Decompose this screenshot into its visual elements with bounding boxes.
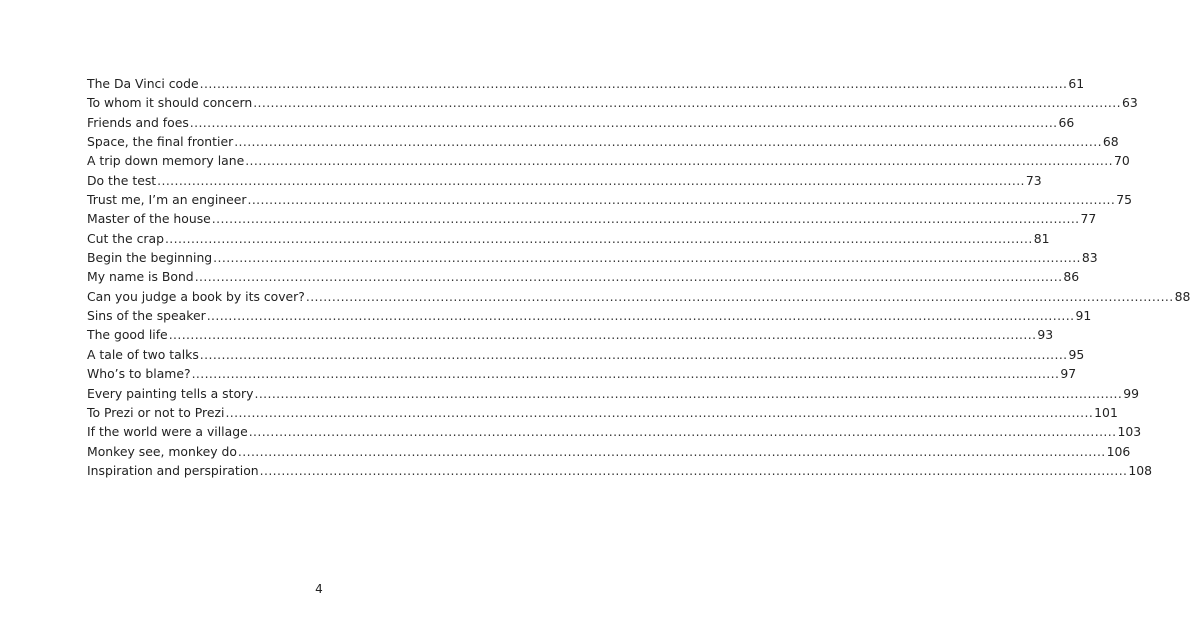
toc-entry-title: A trip down memory lane — [87, 153, 245, 169]
dot-leader: ........................................................................................................................................................................................................ — [168, 327, 1037, 343]
toc-entry-page: 95 — [1068, 346, 1085, 362]
toc-entry — [87, 267, 1080, 286]
toc-entry — [87, 461, 1153, 480]
toc-entry — [87, 132, 1119, 151]
toc-entry — [87, 364, 1077, 383]
page-number: 4 — [315, 582, 323, 596]
toc-entry-title: Friends and foes — [87, 114, 189, 130]
dot-leader: ........................................................................................................................................................................................................ — [305, 288, 1174, 304]
dot-leader: ........................................................................................................................................................................................................ — [253, 95, 1121, 111]
toc-entry-page: 101 — [1094, 404, 1118, 420]
dot-leader: ........................................................................................................................................................................................................ — [157, 172, 1025, 188]
dot-leader: ........................................................................................................................................................................................................ — [247, 192, 1116, 208]
dot-leader: ........................................................................................................................................................................................................ — [245, 153, 1113, 169]
dot-leader: ........................................................................................................................................................................................................ — [199, 76, 1068, 91]
toc-entry-page: 68 — [1102, 134, 1119, 150]
toc-entry-page: 73 — [1025, 172, 1042, 188]
dot-leader: ........................................................................................................................................................................................................ — [164, 230, 1033, 246]
toc-entry-title: My name is Bond — [87, 269, 194, 285]
toc-entry — [87, 113, 1075, 132]
toc-entry-page: 97 — [1060, 366, 1077, 382]
toc-entry-title: Cut the crap — [87, 230, 164, 246]
toc-entry — [87, 345, 1085, 364]
dot-leader: ........................................................................................................................................................................................................ — [213, 250, 1081, 266]
toc-entry — [87, 306, 1092, 325]
toc-entry — [87, 422, 1142, 441]
toc-entry-title: Do the test — [87, 172, 157, 188]
toc-entry-title: Space, the final frontier — [87, 134, 234, 150]
toc-entry-page: 83 — [1081, 250, 1098, 266]
dot-leader: ........................................................................................................................................................................................................ — [191, 366, 1060, 382]
dot-leader: ........................................................................................................................................................................................................ — [225, 404, 1094, 420]
toc-entry-page: 88 — [1174, 288, 1190, 304]
toc-entry — [87, 190, 1132, 209]
toc-entry-title: Every painting tells a story — [87, 385, 254, 401]
toc-entry-title: The Da Vinci code — [87, 76, 199, 91]
toc-entry-page: 91 — [1075, 308, 1092, 324]
toc-entry-page: 81 — [1033, 230, 1050, 246]
toc-entry — [87, 248, 1098, 267]
toc-entry-page: 103 — [1117, 424, 1142, 440]
dot-leader: ........................................................................................................................................................................................................ — [211, 211, 1080, 227]
toc-entry-title: Who’s to blame? — [87, 366, 191, 382]
dot-leader: ........................................................................................................................................................................................................ — [206, 308, 1075, 324]
toc-entry-title: Sins of the speaker — [87, 308, 206, 324]
toc-entry — [87, 151, 1130, 170]
toc-entry — [87, 325, 1054, 344]
dot-leader: ........................................................................................................................................................................................................ — [199, 346, 1068, 362]
toc-entry — [87, 171, 1042, 190]
toc-entry-page: 93 — [1037, 327, 1054, 343]
toc-entry-page: 63 — [1121, 95, 1138, 111]
toc-entry-page: 106 — [1106, 443, 1131, 459]
toc-entry — [87, 93, 1138, 112]
table-of-contents — [87, 74, 1190, 480]
toc-entry — [87, 209, 1097, 228]
toc-entry-title: To whom it should concern — [87, 95, 253, 111]
dot-leader: ........................................................................................................................................................................................................ — [234, 134, 1102, 150]
dot-leader: ........................................................................................................................................................................................................ — [189, 114, 1058, 130]
toc-entry-title: The good life — [87, 327, 168, 343]
toc-entry-page: 70 — [1113, 153, 1130, 169]
toc-entry — [87, 442, 1131, 461]
toc-entry — [87, 403, 1118, 422]
toc-entry-title: Master of the house — [87, 211, 211, 227]
toc-entry-title: Monkey see, monkey do — [87, 443, 237, 459]
dot-leader: ........................................................................................................................................................................................................ — [259, 462, 1128, 478]
toc-entry-title: Begin the beginning — [87, 250, 213, 266]
toc-entry-page: 99 — [1123, 385, 1139, 401]
toc-entry — [87, 74, 1085, 93]
toc-entry-page: 61 — [1068, 76, 1085, 91]
toc-entry — [87, 384, 1139, 403]
toc-entry-page: 77 — [1080, 211, 1097, 227]
toc-entry-title: Can you judge a book by its cover? — [87, 288, 305, 304]
toc-entry-page: 66 — [1058, 114, 1075, 130]
dot-leader: ........................................................................................................................................................................................................ — [254, 385, 1123, 401]
dot-leader: ........................................................................................................................................................................................................ — [194, 269, 1063, 285]
toc-entry-page: 108 — [1128, 462, 1153, 478]
toc-entry — [87, 287, 1190, 306]
toc-entry-page: 86 — [1063, 269, 1080, 285]
toc-entry-title: Inspiration and perspiration — [87, 462, 259, 478]
toc-entry-title: A tale of two talks — [87, 346, 199, 362]
toc-entry-title: Trust me, I’m an engineer — [87, 192, 247, 208]
toc-entry — [87, 229, 1050, 248]
dot-leader: ........................................................................................................................................................................................................ — [248, 424, 1117, 440]
toc-entry-page: 75 — [1116, 192, 1132, 208]
dot-leader: ........................................................................................................................................................................................................ — [237, 443, 1106, 459]
toc-entry-title: If the world were a village — [87, 424, 248, 440]
toc-entry-title: To Prezi or not to Prezi — [87, 404, 225, 420]
